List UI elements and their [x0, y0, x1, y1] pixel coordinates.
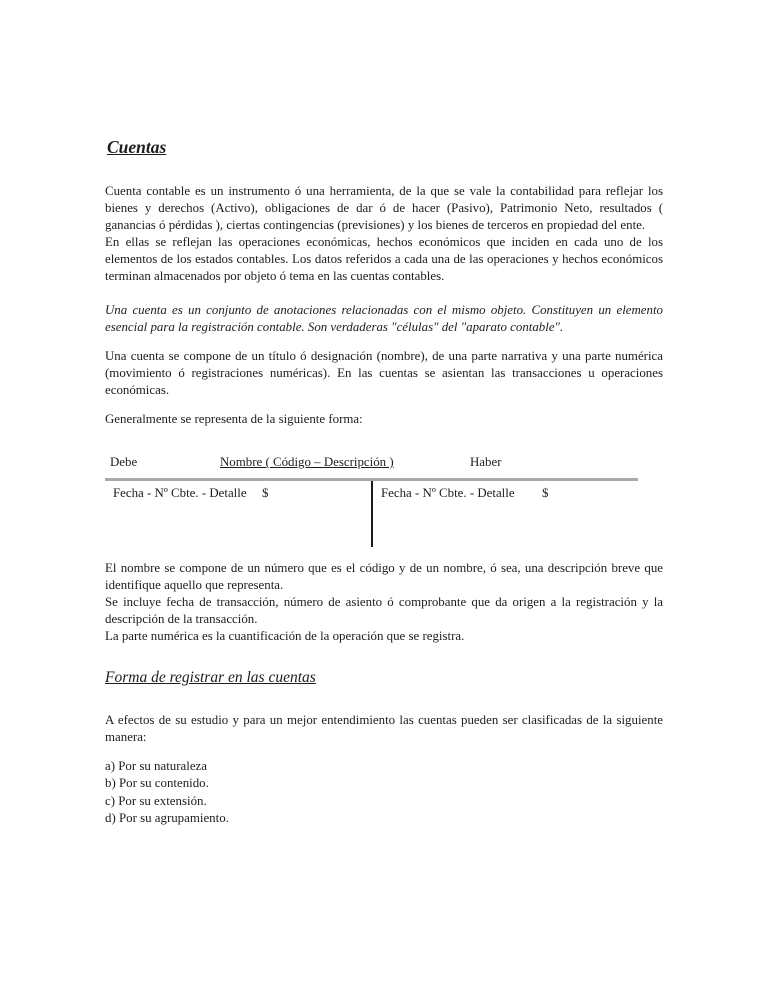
t-account-credit-entry-label: Fecha - Nº Cbte. - Detalle	[381, 486, 515, 500]
t-account-center-divider	[371, 481, 373, 547]
list-item-contenido: b) Por su contenido.	[105, 776, 209, 791]
document-content	[105, 139, 663, 827]
t-account-debit-entry-label: Fecha - Nº Cbte. - Detalle	[113, 486, 247, 500]
paragraph-representation-intro: Generalmente se representa de la siguiente forma:	[105, 412, 363, 426]
list-item-agrupamiento: d) Por su agrupamiento.	[105, 810, 229, 825]
paragraph-classification-intro: A efectos de su estudio y para un mejor entendimiento las cuentas pueden ser clasificadas de la siguiente manera:	[105, 713, 663, 744]
t-account-header-row	[105, 454, 663, 471]
list-item-naturaleza: a) Por su naturaleza	[105, 759, 208, 773]
t-account-credit-header: Haber	[470, 455, 502, 469]
paragraph-name-explanation: El nombre se compone de un número que es el código y de un nombre, ó sea, una descripción breve que identifique aquello que representa.	[105, 561, 663, 592]
list-item-extension: c) Por su extensión.	[105, 793, 207, 808]
paragraph-intro-2: En ellas se reflejan las operaciones económicas, hechos económicos que inciden en cada uno de los elementos de los estados contables. Los datos referidos a cada una de las operaciones y hechos económicos terminan almacenados por objeto ó tema en las cuentas contables.	[105, 235, 663, 283]
t-account-name-header: Nombre ( Código – Descripción )	[220, 455, 394, 469]
section-heading-registrar: Forma de registrar en las cuentas	[105, 669, 316, 686]
paragraph-definition: Una cuenta es un conjunto de anotaciones relacionadas con el mismo objeto. Constituyen un elemento esencial para la registración contable. Son verdaderas "células" del "aparato contable".	[105, 303, 663, 334]
t-account-debit-header: Debe	[110, 455, 138, 469]
t-account-diagram	[105, 454, 663, 547]
t-account-credit-amount: $	[542, 486, 549, 500]
t-account-body	[105, 481, 663, 547]
classification-list	[105, 758, 663, 827]
paragraph-numeric-note: La parte numérica es la cuantificación de la operación que se registra.	[105, 629, 465, 643]
paragraph-intro-1: Cuenta contable es un instrumento ó una herramienta, de la que se vale la contabilidad para reflejar los bienes y derechos (Activo), obligaciones de dar ó de hacer (Pasivo), Patrimonio Neto, resultados ( ganancias ó pérdidas ), ciertas contingencias (previsiones) y los bienes de terceros en propiedad del ente.	[105, 184, 663, 232]
t-account-debit-amount: $	[262, 486, 269, 500]
paragraph-composition: Una cuenta se compone de un título ó designación (nombre), de una parte narrativa y una parte numérica (movimiento ó registraciones numéricas). En las cuentas se asientan las transacciones u operaciones económicas.	[105, 349, 663, 397]
page-title: Cuentas	[107, 137, 167, 157]
paragraph-transaction-note: Se incluye fecha de transacción, número de asiento ó comprobante que da origen a la registración y la descripción de la transacción.	[105, 595, 663, 626]
